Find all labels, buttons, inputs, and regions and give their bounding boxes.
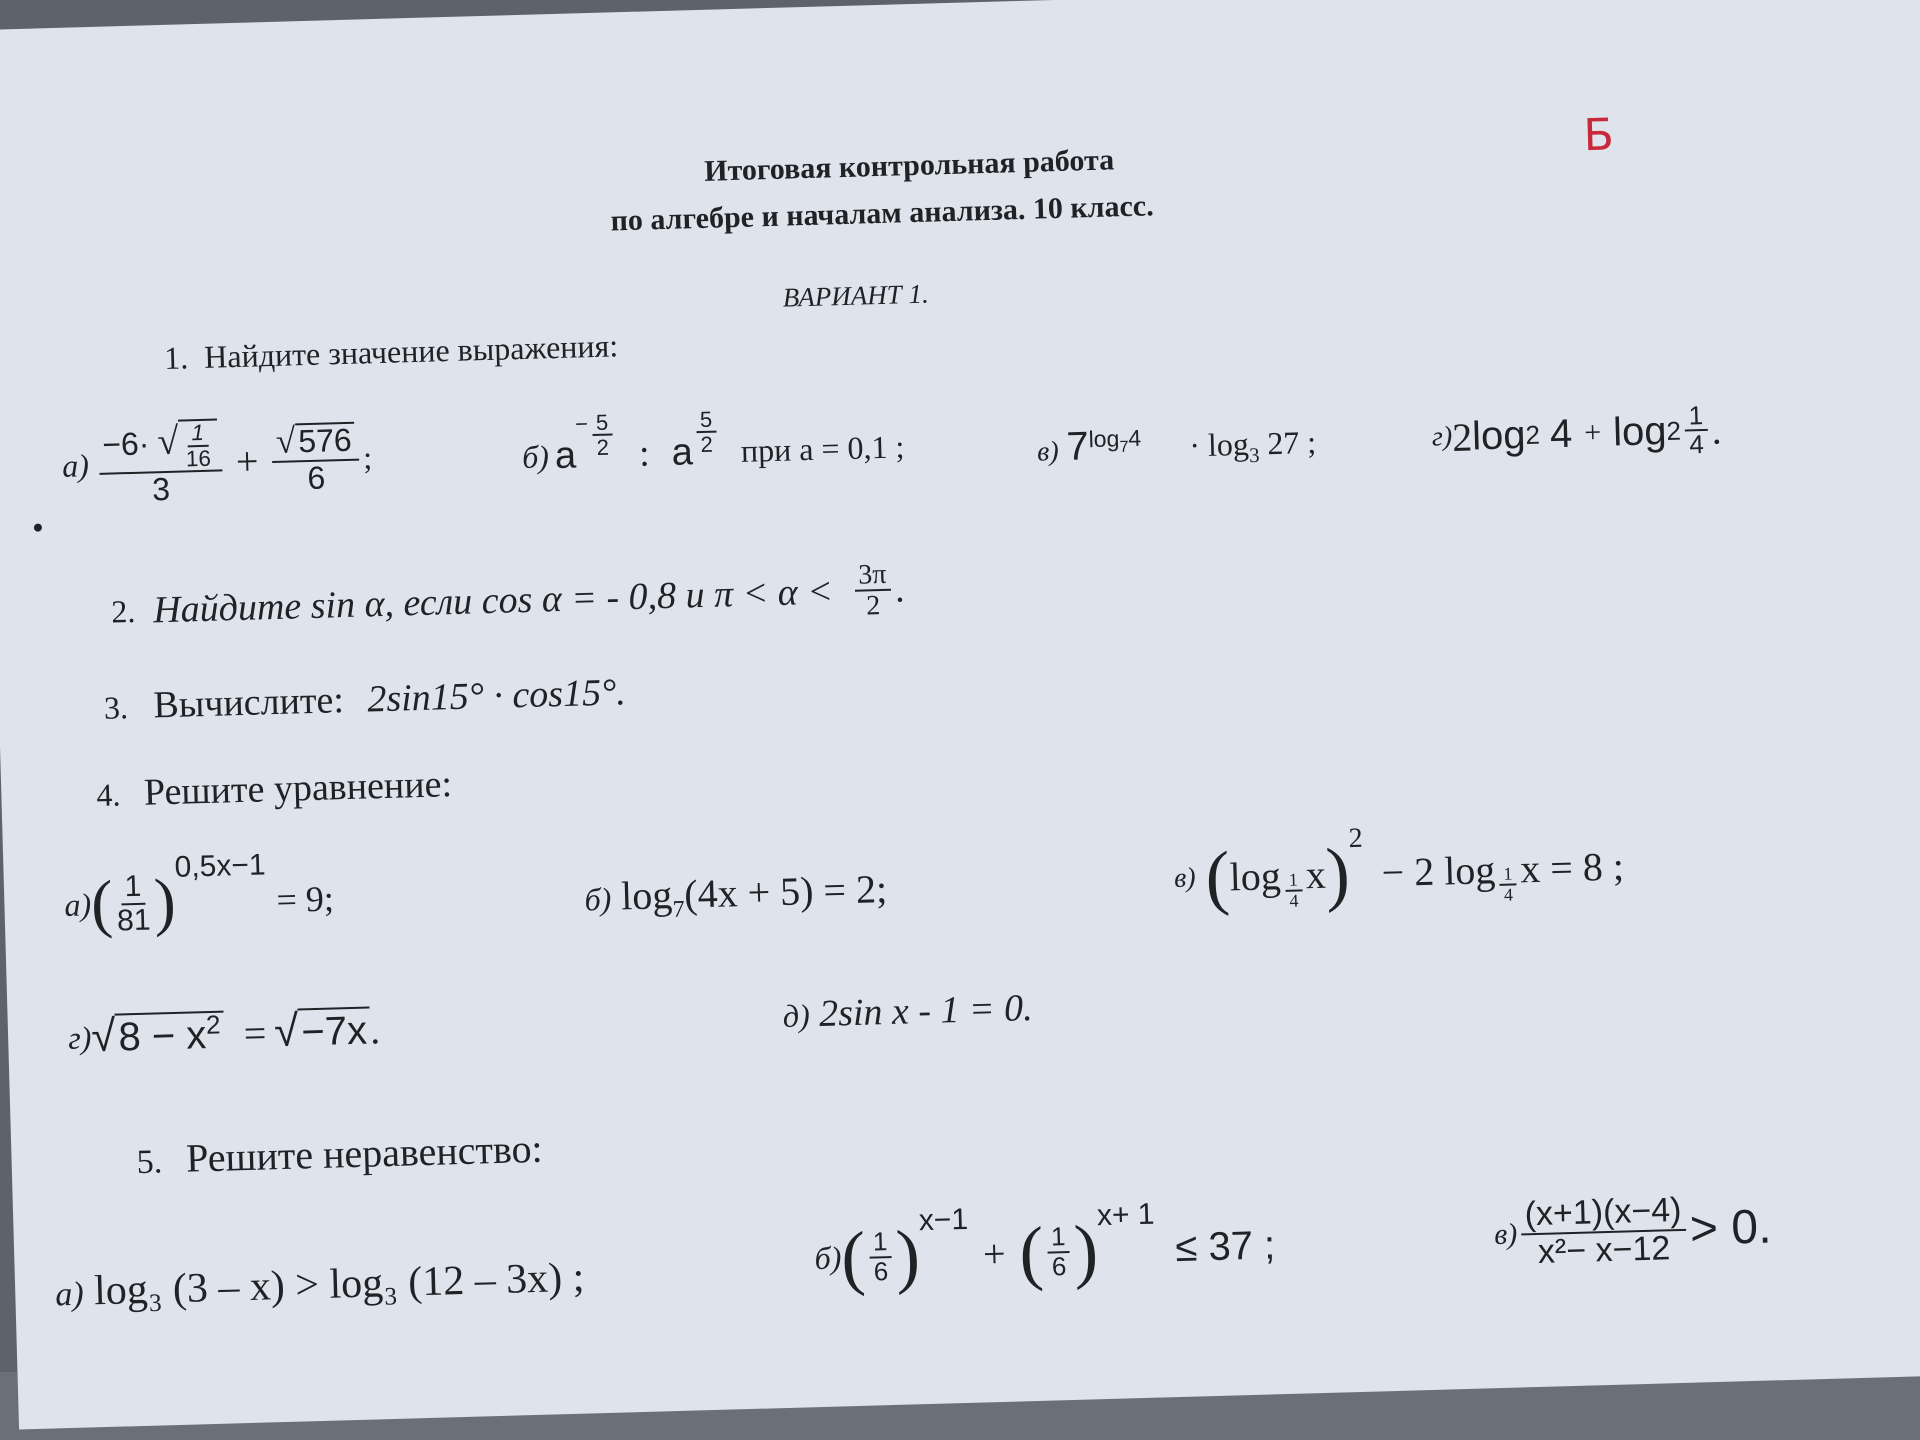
task-4a: а) ( $\frac{1}{81}$ ) 0,5x−1 = 9; [63,847,335,941]
task-2: 2. Найдите sin α, если cos α = - 0,8 и π < α < $\frac{3\pi}{2}$ . [110,558,905,632]
task-4-heading: 4. Решите уравнение: [95,763,453,814]
task-1b: б) a − $\frac{5}{2}$ : a $\frac{5}{2}$ при a = 0,1 ; [521,406,905,477]
task-5-heading: 5. Решите неравенство: [136,1125,544,1182]
task-5b: б) ( $\frac{1}{6}$ ) x−1 + ( $\frac{1}{6}$ ) x+ 1 ≤ 37 ; [814,1197,1276,1298]
task-1-prompt: Найдите значение выражения: [203,327,619,375]
task-1-number: 1. [163,339,189,376]
task-5c: в) $\frac{(x+1)(x-4)}{\text{x²− x−12}}$ > 0. [1493,1190,1773,1271]
task-3: 3. Вычислите: 2sin15° · cos15°. [103,671,627,727]
bullet-dot [34,523,42,531]
task-1a-fraction-2: $\frac{√576}{6}$ [271,422,360,497]
title-line-2: по алгебре и началам анализа. 10 класс. [610,189,1155,238]
task-1a: а) −6· √ $\frac{1}{16}$ 3 + $\frac{√576}{6}$ ; [61,419,373,508]
handwritten-mark: Б [1582,109,1615,162]
task-1-heading [164,327,619,377]
title-line-1: Итоговая контрольная работа [703,143,1115,188]
task-4c: в) ( log $\frac{1}{4}$ x ) 2 − 2 log $\frac{1}{4}$ x = 8 ; [1173,822,1625,918]
task-1a-fraction: −6· √ $\frac{1}{16}$ 3 [98,418,223,508]
task-5a: а) log₃ (3 – x) > log₃ (12 – 3x) ; [54,1254,585,1315]
task-4d: г) √ $8 - x^2$ = √ −7x . [67,1006,381,1062]
task-1a-label: а) [61,446,90,484]
variant-label: ВАРИАНТ 1. [782,278,930,313]
task-1d: г) 2 log 2 4 + log 2 $\frac{1}{4}$ . [1431,400,1723,460]
task-4e: д) 2sin x - 1 = 0. [782,986,1034,1035]
task-1c: в) $7^{log_74} \cdot \log_3 27$ ; [1036,423,1317,469]
task-4b: б) $\log_7(4x + 5) = 2$; [584,866,888,923]
